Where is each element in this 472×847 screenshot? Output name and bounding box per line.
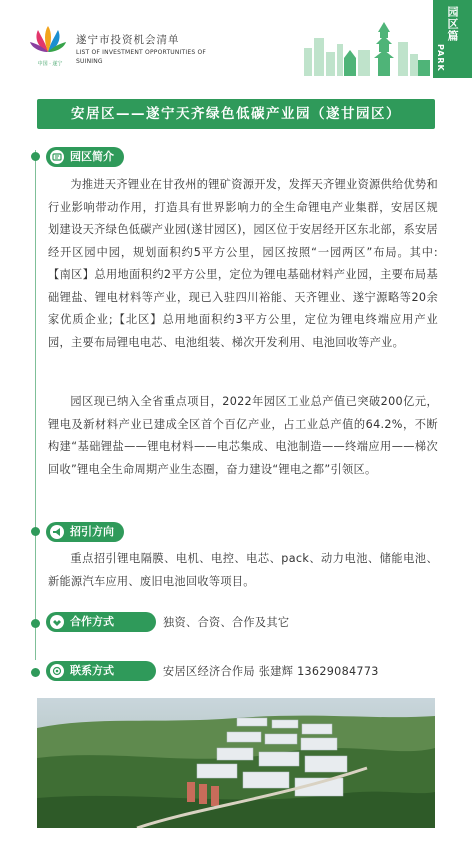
brand-subtitle-line1: LIST OF INVESTMENT OPPORTUNITIES OF bbox=[76, 49, 207, 56]
intro-paragraph-2: 园区现已纳入全省重点项目，2022年园区工业总产值已突破200亿元，锂电及新材料产业已建成全区首个百亿产业，占工业总产值的64.2%，不断构建“基础锂盐——锂电材料——电芯集成、电池制造——终端应用——梯次回收”锂电全生命周期产业生态圈，奋力建设“锂电之都”引领区。 bbox=[48, 395, 438, 476]
section-label-intro: 园区简介 bbox=[70, 150, 114, 163]
megaphone-icon bbox=[50, 525, 64, 539]
section-header-coop bbox=[46, 612, 156, 632]
contact-info-text: 安居区经济合作局 张建辉 13629084773 bbox=[163, 665, 379, 678]
page-title: 安居区——遂宁天齐绿色低碳产业园（遂甘园区） bbox=[71, 106, 401, 122]
coop-mode-text: 独资、合资、合作及其它 bbox=[163, 616, 290, 629]
timeline-dot-contact bbox=[31, 668, 40, 677]
park-tab-cn: 园区篇 bbox=[446, 6, 459, 42]
suining-logo-icon bbox=[28, 22, 68, 62]
brand-block bbox=[76, 32, 206, 65]
park-tab-en: PARK bbox=[436, 44, 445, 72]
phone-icon bbox=[50, 664, 64, 678]
intro-paragraph-1: 为推进天齐锂业在甘孜州的锂矿资源开发，发挥天齐锂业资源供给优势和行业影响带动作用，打造具有世界影响力的全生命锂电产业集群，安居区规划建设天齐绿色低碳产业园(遂甘园区)，园区位于安居经开区东北部，系安居经开区园中园，规划面积约5平方公里，园区按照“一园两区”布局。其中:【南区】总用地面积约2平方公里，定位为锂电基础材料产业园，主要布局基础锂盐、锂电材料等产业，现已入驻四川裕能、天齐锂业、遂宁源略等20余家优质企业;【北区】总用地面积约3平方公里，定位为锂电终端应用产业园，主要布局锂电电芯、电池组装、梯次开发利用、电池回收等产业。 bbox=[48, 178, 438, 349]
brand-title: 遂宁市投资机会清单 bbox=[76, 34, 180, 46]
timeline-dot-invest bbox=[31, 527, 40, 536]
city-skyline-icon bbox=[300, 18, 432, 76]
section-header-intro bbox=[46, 147, 124, 167]
page-header bbox=[0, 0, 472, 80]
park-aerial-photo bbox=[37, 698, 435, 828]
section-label-contact: 联系方式 bbox=[70, 664, 114, 677]
timeline-dot-coop bbox=[31, 619, 40, 628]
logo-subtitle: 中国 · 遂宁 bbox=[37, 61, 63, 67]
section-label-coop: 合作方式 bbox=[70, 615, 114, 628]
handshake-icon bbox=[50, 615, 64, 629]
timeline-dot-intro bbox=[31, 152, 40, 161]
brand-subtitle-line2: SUINING bbox=[76, 58, 103, 65]
section-header-contact bbox=[46, 661, 156, 681]
section-header-invest bbox=[46, 522, 124, 542]
timeline-line bbox=[35, 150, 36, 660]
invest-direction-text: 重点招引锂电隔膜、电机、电控、电芯、pack、动力电池、储能电池、新能源汽车应用、废旧电池回收等项目。 bbox=[48, 552, 438, 588]
section-label-invest: 招引方向 bbox=[70, 525, 114, 538]
park-info-icon bbox=[50, 150, 64, 164]
